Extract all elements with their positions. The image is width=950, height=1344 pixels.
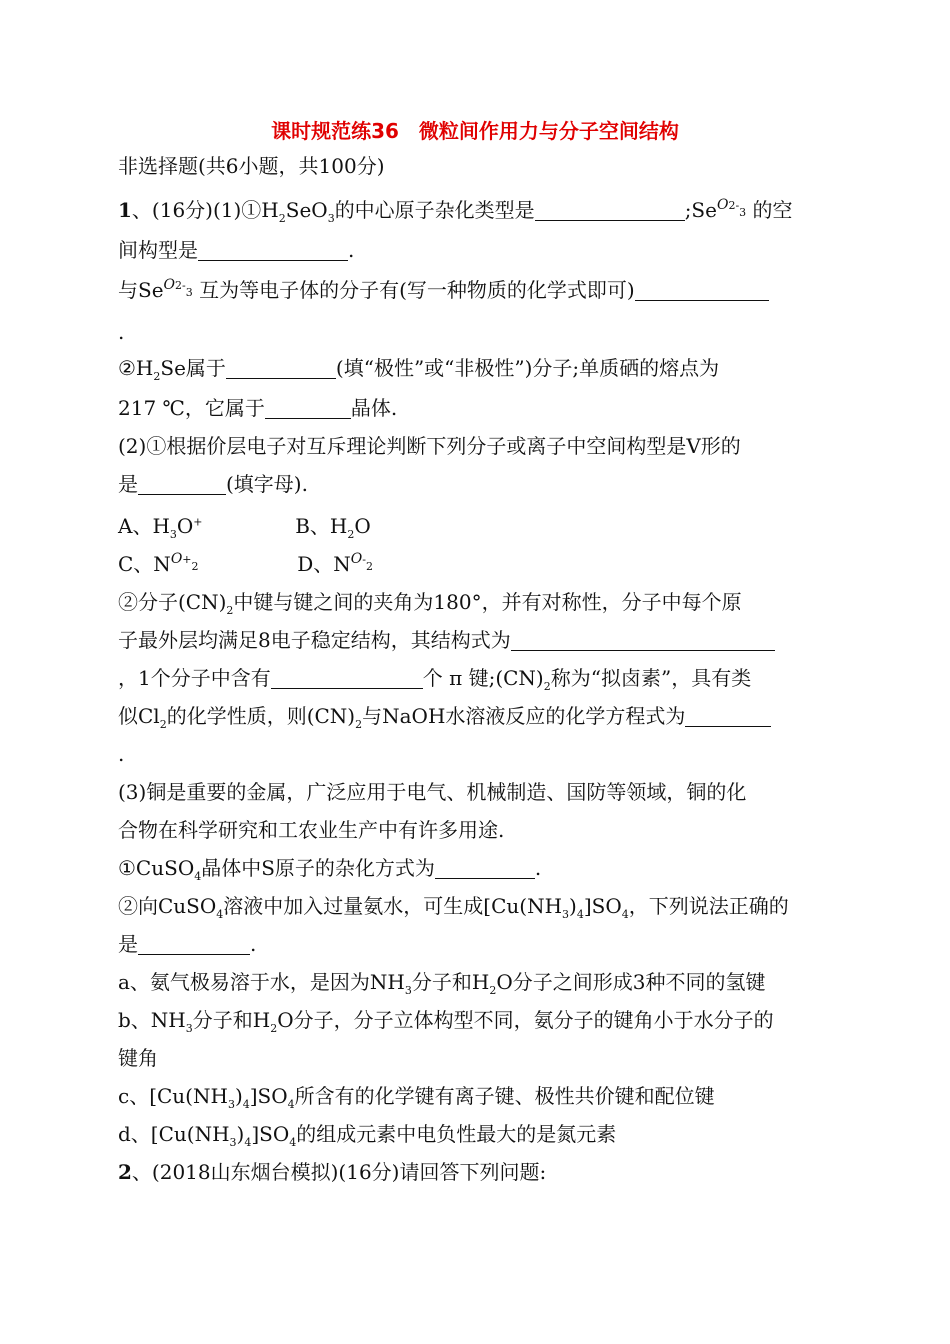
q1-line-6: 217 ℃，它属于 晶体. [118,396,398,420]
answer-blank[interactable] [138,932,250,955]
answer-blank[interactable] [685,704,771,727]
option-d[interactable]: D、$N^{O-}2$ [297,551,373,576]
q1-line-2: 间构型是 . [118,238,355,262]
answer-blank[interactable] [535,198,685,221]
q1-line-17: 合物在科学研究和工农业生产中有许多用途. [118,818,505,842]
question-number: 1 [118,198,132,222]
q1-line-3: 与$Se^{O2-}3$ 互为等电子体的分子有(写一种物质的化学式即可) [118,276,769,308]
page-title: 课时规范练36 微粒间作用力与分子空间结构 [271,119,679,143]
question-number: 2 [118,1160,132,1184]
choice-b-cont: 键角 [118,1046,158,1070]
choice-c[interactable]: c、$[Cu(NH_3)_4]SO_4$所含有的化学键有离子键、极性共价键和配位键 [118,1084,715,1111]
q1-line-8: 是 (填字母). [118,472,308,496]
choice-d[interactable]: d、$[Cu(NH_3)_4]SO_4$的组成元素中电负性最大的是氮元素 [118,1122,617,1149]
option-a[interactable]: A、$H_3O^+$ [118,513,203,541]
q1-line-19: ②向CuSO$_4$溶液中加入过量氨水，可生成$[Cu(NH_3)_4]SO_4$，下列说法正确的 [118,894,789,921]
q1-line-13: ，1个分子中含有 个 π 键$;(CN)_2$称为“拟卤素”，具有类 [118,666,752,693]
q1-line-12: 子最外层均满足8电子稳定结构，其结构式为 [118,626,775,654]
q1-line-1: 1、(16分)$(1)①H_2SeO_3$的中心原子杂化类型是 $;Se^{O2-}3$ 的空 [118,197,793,225]
q1-options-ab [118,508,371,549]
answer-blank[interactable] [435,856,535,879]
q2-line-1: 2、(2018山东烟台模拟)(16分)请回答下列问题: [118,1160,547,1184]
q1-line-16: (3)铜是重要的金属，广泛应用于电气、机械制造、国防等领域，铜的化 [118,780,747,804]
answer-blank[interactable] [138,472,226,495]
answer-blank[interactable] [511,628,775,651]
q1-line-4: . [118,320,125,344]
answer-blank[interactable] [265,396,351,419]
section-header: 非选择题(共6小题，共100分) [118,154,385,178]
q1-line-20: 是 . [118,932,257,956]
answer-blank[interactable] [635,278,769,301]
q1-options-cd [118,550,373,582]
q1-line-14: 似$Cl_2$的化学性质，则$(CN)_2$与NaOH水溶液反应的化学方程式为 [118,702,771,739]
q1-line-18: ①CuSO$_4$晶体中S原子的杂化方式为 . [118,856,542,883]
option-b[interactable]: B、$H_2O$ [295,513,371,541]
q1-line-5: $②H_2Se$属于 (填“极性”或“非极性”)分子;单质硒的熔点为 [118,356,720,383]
answer-blank[interactable] [226,356,336,379]
q1-line-7: (2)①根据价层电子对互斥理论判断下列分子或离子中空间构型是V形的 [118,434,741,458]
answer-blank[interactable] [271,666,423,689]
q1-line-15: . [118,742,125,766]
q1-line-11: ②分子$(CN)_2$中键与键之间的夹角为180°，并有对称性，分子中每个原 [118,590,742,617]
choice-b[interactable]: b、$NH_3$分子和$H_2O$分子，分子立体构型不同，氨分子的键角小于水分子的 [118,1008,774,1035]
option-c[interactable]: C、$N^{O+}2$ [118,551,199,576]
answer-blank[interactable] [198,238,348,261]
choice-a[interactable]: a、氨气极易溶于水，是因为$NH_3$分子和$H_2O$分子之间形成3种不同的氢键 [118,970,766,997]
